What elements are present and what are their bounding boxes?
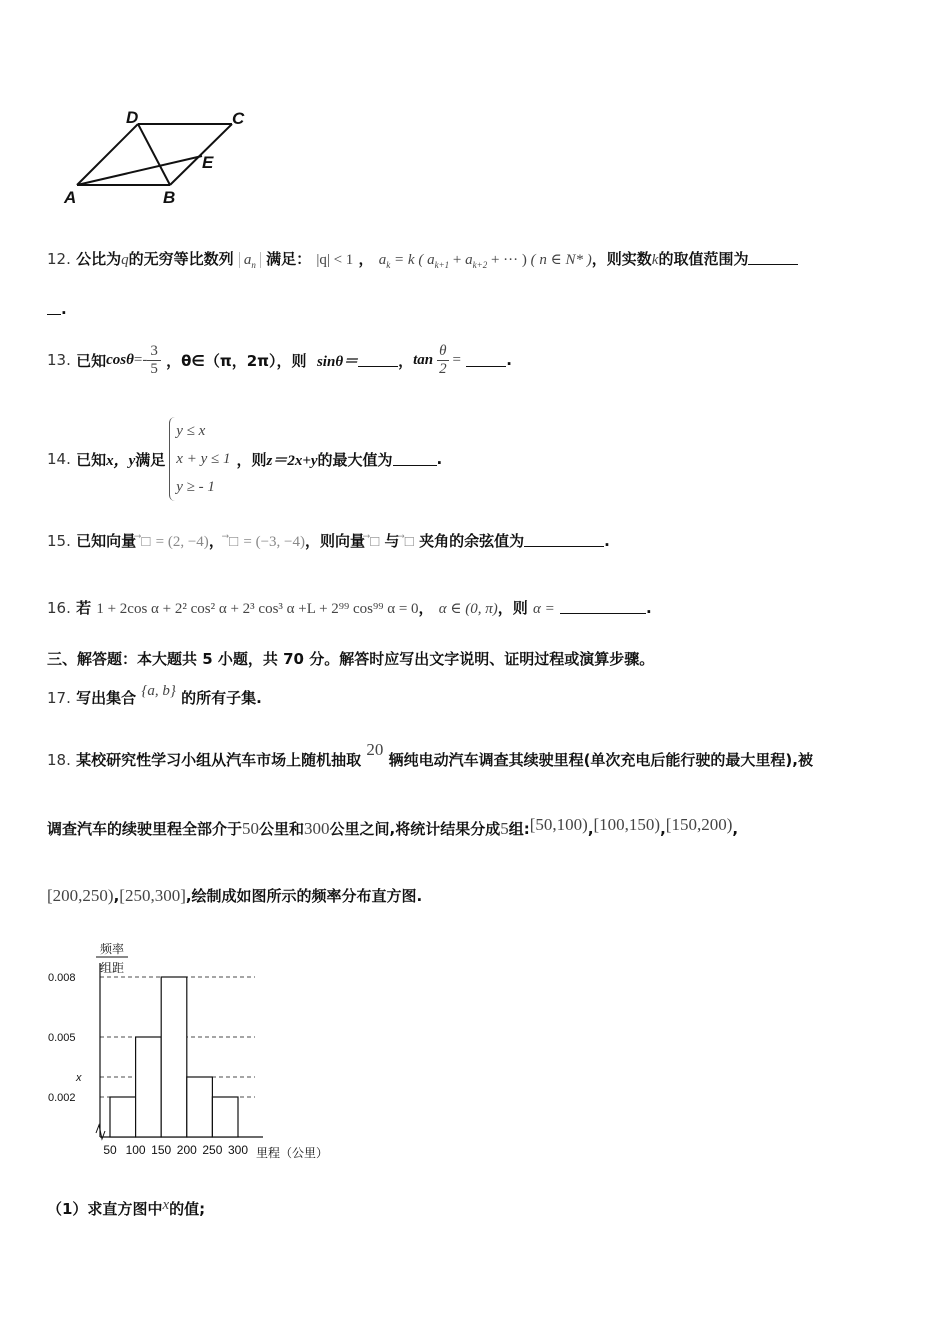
histogram-bar [187,1077,213,1137]
x-tick-label: 150 [151,1143,172,1157]
answer-blank [560,601,646,614]
histogram-bar [136,1037,162,1137]
edge-ad [77,124,138,185]
x-tick-label: 100 [125,1143,146,1157]
question-15: 15. 已知向量 ⃗□ = (2, −4)， ⃗□ = (−3, −4)，则向量 ⃗□ 与 ⃗□ 夹角的余弦值为 . [47,532,610,550]
vector-b-icon: ⃗□ [404,534,414,550]
y-tick-label: 0.005 [48,1032,76,1044]
label-c: C [232,109,245,128]
edge-cb [170,124,232,185]
question-14: 14. 已知 x，y 满足 y ≤ x x + y ≤ 1 y ≥ - 1 ，则 z＝2x+y 的最大值为 . [47,418,442,500]
histogram-bar [161,977,187,1137]
label-a: A [64,188,77,207]
label-e: E [202,153,214,172]
x-tick-label: 200 [176,1143,197,1157]
answer-blank [393,453,437,466]
question-16: 16. 若 1 + 2cos α + 2² cos² α + 2³ cos³ α +L + 2⁹⁹ cos⁹⁹ α = 0， α ∈ (0, π)，则 α = . [47,599,652,617]
answer-blank [358,354,398,367]
fraction: $\frac{\theta}{2}$ [439,343,447,377]
x-tick-label: 50 [103,1143,117,1157]
x-tick-label: 300 [227,1143,249,1157]
vector-a-icon: ⃗□ [370,534,380,550]
edge-db [138,124,170,185]
y-axis-title-top: 频率 [99,942,125,956]
constraint-system: y ≤ x x + y ≤ 1 y ≥ - 1 [169,417,236,501]
answer-blank [466,354,506,367]
question-18-line2: 调查汽车的续驶里程全部介于50公里和300公里之间,将统计结果分成5组:[50,100),[100,150),[150,200), [47,815,739,838]
y-tick-label: 0.008 [48,972,76,984]
x-tick-label: 250 [202,1143,223,1157]
label-d: D [126,108,139,127]
vector-a-icon: ⃗□ [141,534,151,550]
histogram-bar [110,1097,136,1137]
label-b: B [163,188,176,207]
y-axis-title-bottom: 组距 [99,961,125,975]
vector-b-icon: ⃗□ [229,534,239,550]
y-tick-label: x [76,1072,82,1084]
histogram-bar [212,1097,238,1137]
parallelogram-figure [60,105,260,215]
frequency-histogram [40,935,360,1165]
fraction: $\frac{3}{5}$ [147,343,161,377]
question-18-line3: [200,250),[250,300],绘制成如图所示的频率分布直方图. [47,886,423,905]
question-18-part-1: （1）求直方图中x的值; [47,1197,206,1218]
y-tick-label: 0.002 [48,1092,76,1104]
question-12: 12. 公比为q的无穷等比数列 $a_n$ 满足： |q| < 1 ， $a_k = k$ ( $a_{k+1} + a_{k+2}$ + ··· ) ( n ∈ N* )，则实数k的取值范围为 [47,248,798,270]
section-heading: 三、解答题：本大题共 5 小题，共 70 分。解答时应写出文字说明、证明过程或演算步骤。 [47,650,655,668]
question-12-cont: . [47,300,67,318]
x-axis-title: 里程（公里） [256,1146,329,1160]
question-17: 17. 写出集合 {a, b} 的所有子集. [47,683,262,707]
question-13: 13. 已知 cosθ =- $\frac{3}{5}$ ，θ∈（π，2π），则 sinθ＝ ， tan $\frac{\theta}{2}$ = . [47,343,512,377]
answer-blank [748,252,798,265]
answer-blank [47,302,61,315]
answer-blank [524,534,604,547]
edge-ae [77,156,202,185]
question-18: 18. 某校研究性学习小组从汽车市场上随机抽取 20 辆纯电动汽车调查其续驶里程(单次充电后能行驶的最大里程),被 [47,740,813,769]
